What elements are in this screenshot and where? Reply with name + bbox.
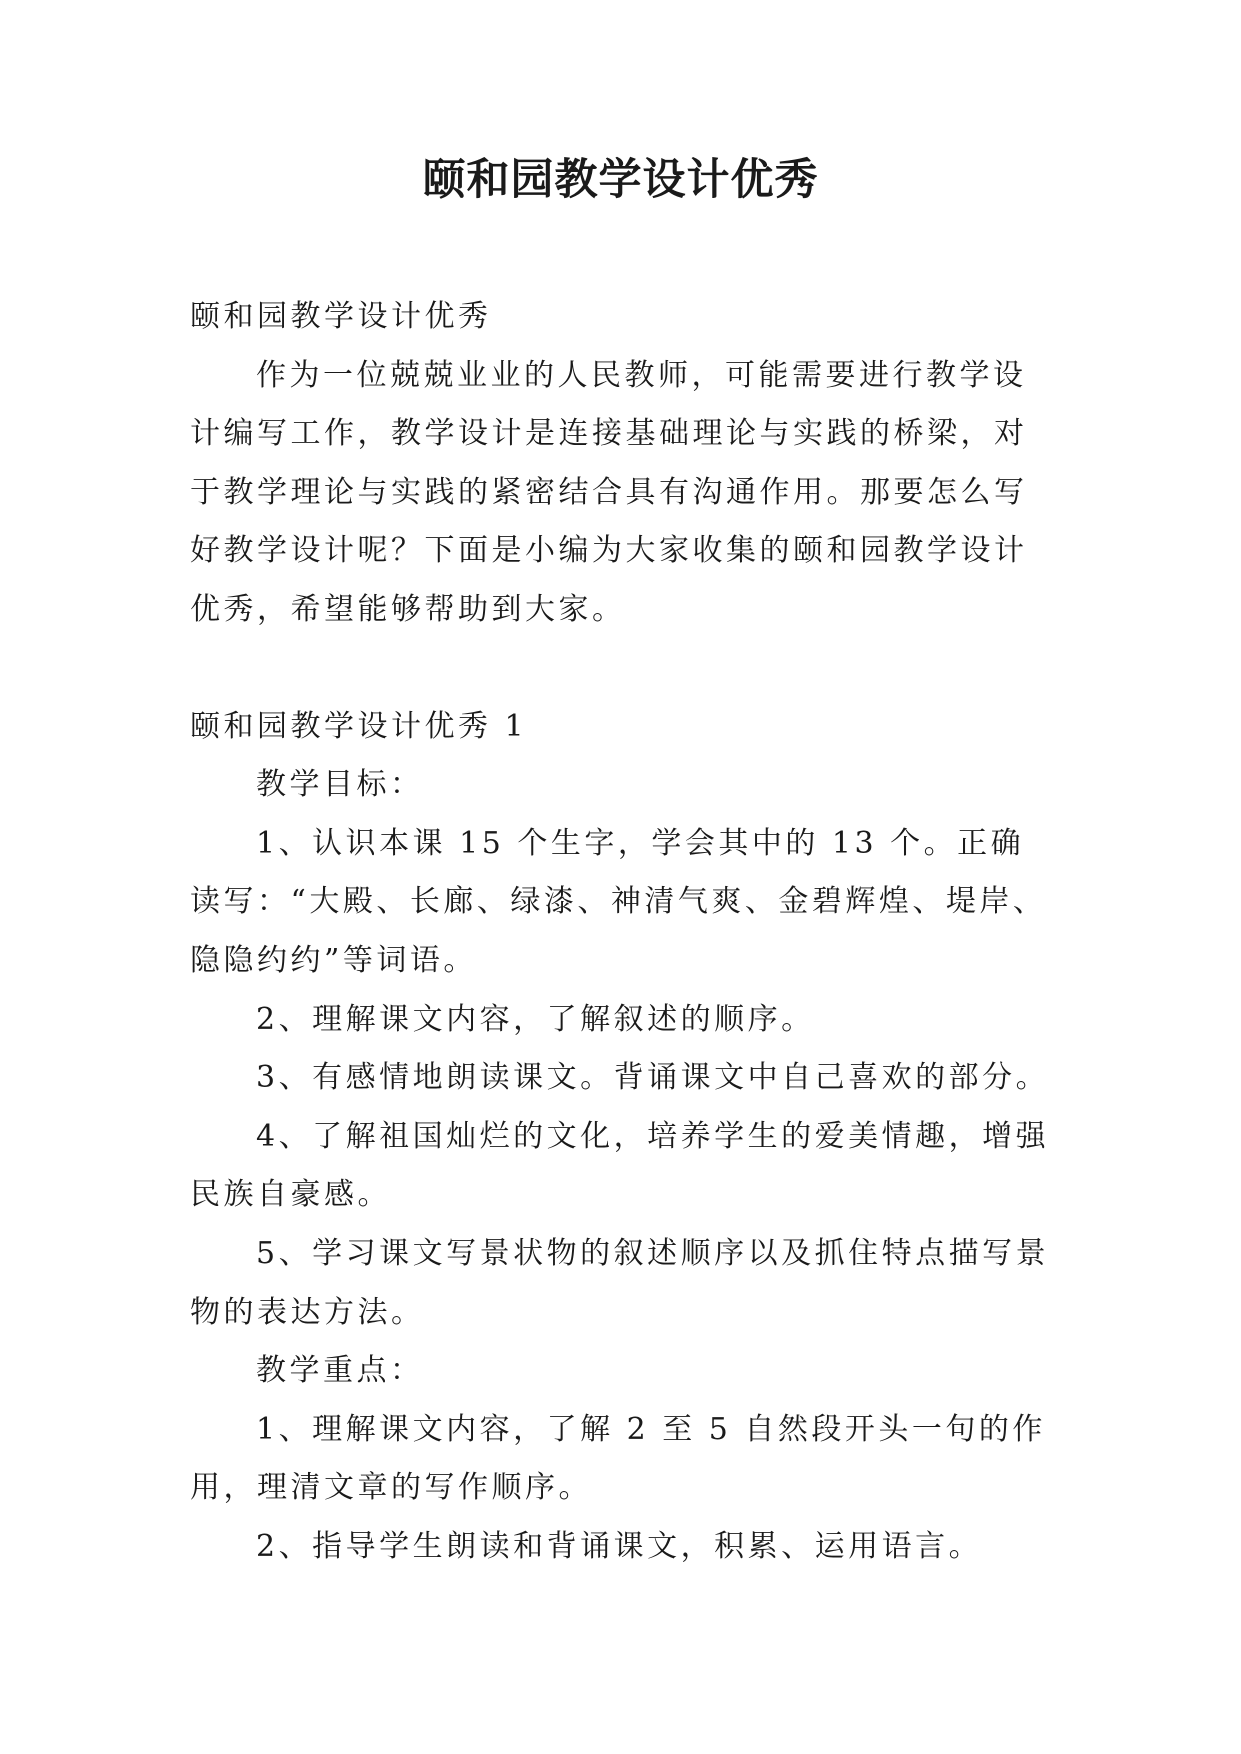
goal-item-4: 4、了解祖国灿烂的文化，培养学生的爱美情趣，增强民族自豪感。 [190, 1118, 1050, 1213]
section-spacer [190, 640, 1050, 698]
goals-label: 教学目标： [256, 767, 424, 803]
goal-item-3: 3、有感情地朗读课文。背诵课文中自己喜欢的部分。 [256, 1060, 1050, 1096]
key-points-label: 教学重点： [256, 1353, 424, 1389]
document-subtitle: 颐和园教学设计优秀 [190, 299, 492, 334]
key-point-item-2: 2、指导学生朗读和背诵课文，积累、运用语言。 [256, 1528, 983, 1564]
goal-item-1: 1、认识本课 15 个生字，学会其中的 13 个。正确读写：“大殿、长廊、绿漆、神清气爽、金碧辉煌、堤岸、隐隐约约”等词语。 [190, 825, 1047, 978]
goal-item-2: 2、理解课文内容，了解叙述的顺序。 [256, 1001, 815, 1037]
intro-paragraph: 作为一位兢兢业业的人民教师，可能需要进行教学设计编写工作，教学设计是连接基础理论与实践的桥梁，对于教学理论与实践的紧密结合具有沟通作用。那要怎么写好教学设计呢？下面是小编为大家收集的颐和园教学设计优秀，希望能够帮助到大家。 [190, 357, 1028, 627]
document-title: 颐和园教学设计优秀 [422, 155, 819, 205]
goal-item-5: 5、学习课文写景状物的叙述顺序以及抓住特点描写景物的表达方法。 [190, 1235, 1050, 1330]
section-heading: 颐和园教学设计优秀 1 [190, 708, 528, 744]
document-body [190, 288, 1050, 1576]
key-point-item-1: 1、理解课文内容，了解 2 至 5 自然段开头一句的作用，理清文章的写作顺序。 [190, 1411, 1046, 1506]
